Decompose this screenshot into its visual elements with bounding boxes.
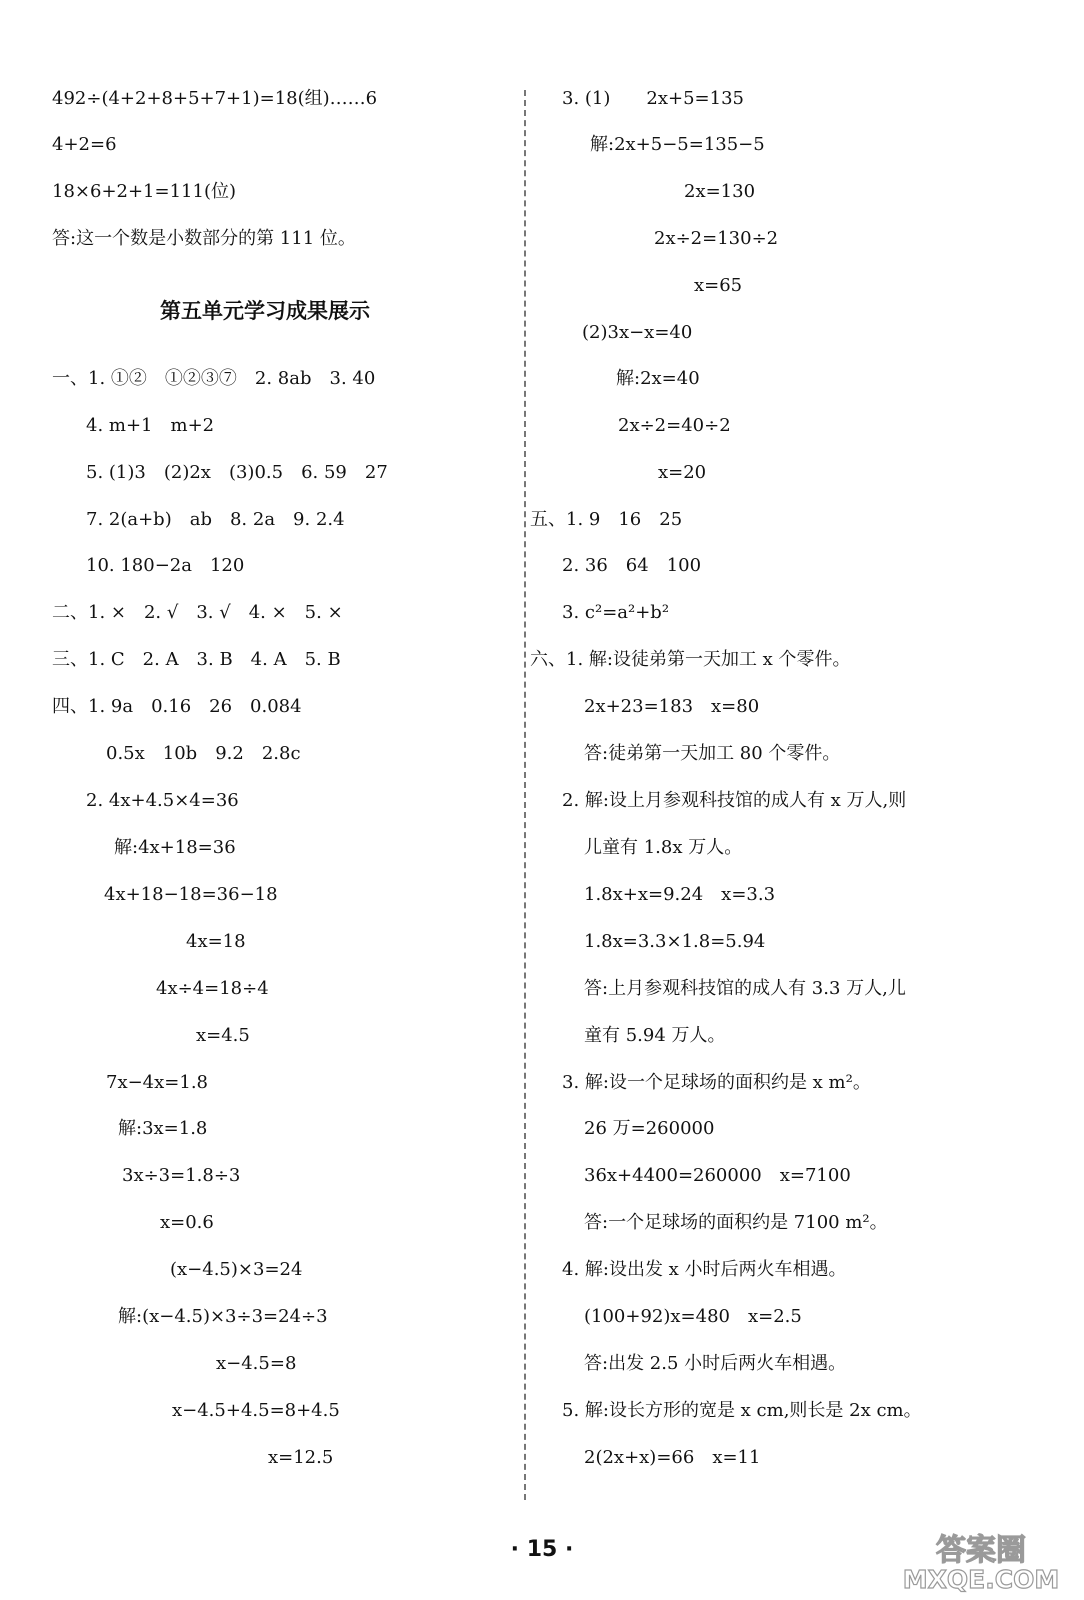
text-line: 解:2x+5−5=135−5 bbox=[590, 134, 765, 155]
text-line: x=12.5 bbox=[268, 1447, 334, 1468]
section-title: 第五单元学习成果展示 bbox=[160, 298, 370, 323]
text-line: 7x−4x=1.8 bbox=[106, 1072, 208, 1093]
text-line: 2x=130 bbox=[684, 181, 756, 202]
text-line: x=0.6 bbox=[160, 1212, 214, 1233]
text-line: 4. 解:设出发 x 小时后两火车相遇。 bbox=[562, 1259, 847, 1280]
text-line: 二、1. × 2. √ 3. √ 4. × 5. × bbox=[52, 602, 343, 623]
text-line: 5. (1)3 (2)2x (3)0.5 6. 59 27 bbox=[86, 462, 388, 483]
text-line: 一、1. ①② ①②③⑦ 2. 8ab 3. 40 bbox=[52, 368, 376, 389]
text-line: 492÷(4+2+8+5+7+1)=18(组)……6 bbox=[52, 88, 378, 109]
text-line: 1.8x+x=9.24 x=3.3 bbox=[584, 884, 776, 905]
text-line: 六、1. 解:设徒弟第一天加工 x 个零件。 bbox=[530, 649, 851, 670]
text-line: x−4.5=8 bbox=[216, 1353, 297, 1374]
text-line: 五、1. 9 16 25 bbox=[530, 509, 683, 530]
text-line: 2x+23=183 x=80 bbox=[584, 696, 760, 717]
text-line: x=65 bbox=[694, 275, 743, 296]
text-line: 四、1. 9a 0.16 26 0.084 bbox=[52, 696, 302, 717]
text-line: 4+2=6 bbox=[52, 134, 117, 155]
text-line: 3. 解:设一个足球场的面积约是 x m²。 bbox=[562, 1072, 871, 1093]
text-line: 答:这一个数是小数部分的第 111 位。 bbox=[52, 228, 356, 249]
text-line: (2)3x−x=40 bbox=[582, 322, 693, 343]
text-line: 4. m+1 m+2 bbox=[86, 415, 215, 436]
text-line: 3x÷3=1.8÷3 bbox=[122, 1165, 241, 1186]
text-line: 0.5x 10b 9.2 2.8c bbox=[106, 743, 301, 764]
text-line: 5. 解:设长方形的宽是 x cm,则长是 2x cm。 bbox=[562, 1400, 922, 1421]
text-line: 4x+18−18=36−18 bbox=[104, 884, 278, 905]
text-line: 2(2x+x)=66 x=11 bbox=[584, 1447, 761, 1468]
text-line: 4x=18 bbox=[186, 931, 246, 952]
text-line: 18×6+2+1=111(位) bbox=[52, 181, 236, 202]
text-line: (x−4.5)×3=24 bbox=[170, 1259, 303, 1280]
text-line: 答:出发 2.5 小时后两火车相遇。 bbox=[584, 1353, 847, 1374]
text-line: 2. 36 64 100 bbox=[562, 555, 702, 576]
text-line: 解:2x=40 bbox=[616, 368, 700, 389]
text-line: x=4.5 bbox=[196, 1025, 250, 1046]
text-line: 答:上月参观科技馆的成人有 3.3 万人,儿 bbox=[584, 978, 906, 999]
text-line: 解:(x−4.5)×3÷3=24÷3 bbox=[118, 1306, 328, 1327]
text-line: 解:4x+18=36 bbox=[114, 837, 236, 858]
text-line: 2. 解:设上月参观科技馆的成人有 x 万人,则 bbox=[562, 790, 907, 811]
text-line: 3. (1) 2x+5=135 bbox=[562, 88, 744, 109]
text-line: 10. 180−2a 120 bbox=[86, 555, 245, 576]
page-number: · 15 · bbox=[510, 1537, 574, 1562]
text-line: 2. 4x+4.5×4=36 bbox=[86, 790, 239, 811]
text-line: 2x÷2=40÷2 bbox=[618, 415, 731, 436]
text-line: 儿童有 1.8x 万人。 bbox=[584, 837, 743, 858]
text-line: 26 万=260000 bbox=[584, 1118, 715, 1139]
watermark-url: MXQE.COM bbox=[902, 1565, 1060, 1594]
text-line: 答:一个足球场的面积约是 7100 m²。 bbox=[584, 1212, 888, 1233]
text-line: 三、1. C 2. A 3. B 4. A 5. B bbox=[52, 649, 341, 670]
text-line: 解:3x=1.8 bbox=[118, 1118, 208, 1139]
text-line: x−4.5+4.5=8+4.5 bbox=[172, 1400, 340, 1421]
watermark-title: 答案圈 bbox=[936, 1533, 1026, 1568]
text-line: 4x÷4=18÷4 bbox=[156, 978, 269, 999]
text-line: 3. c²=a²+b² bbox=[562, 602, 670, 623]
text-line: 答:徒弟第一天加工 80 个零件。 bbox=[584, 743, 841, 764]
column-divider bbox=[524, 90, 526, 1500]
text-line: 2x÷2=130÷2 bbox=[654, 228, 779, 249]
text-line: 7. 2(a+b) ab 8. 2a 9. 2.4 bbox=[86, 509, 345, 530]
text-line: x=20 bbox=[658, 462, 707, 483]
text-line: 1.8x=3.3×1.8=5.94 bbox=[584, 931, 766, 952]
watermark-logo bbox=[886, 1528, 1076, 1594]
text-line: 36x+4400=260000 x=7100 bbox=[584, 1165, 851, 1186]
text-line: (100+92)x=480 x=2.5 bbox=[584, 1306, 802, 1327]
text-line: 童有 5.94 万人。 bbox=[584, 1025, 726, 1046]
